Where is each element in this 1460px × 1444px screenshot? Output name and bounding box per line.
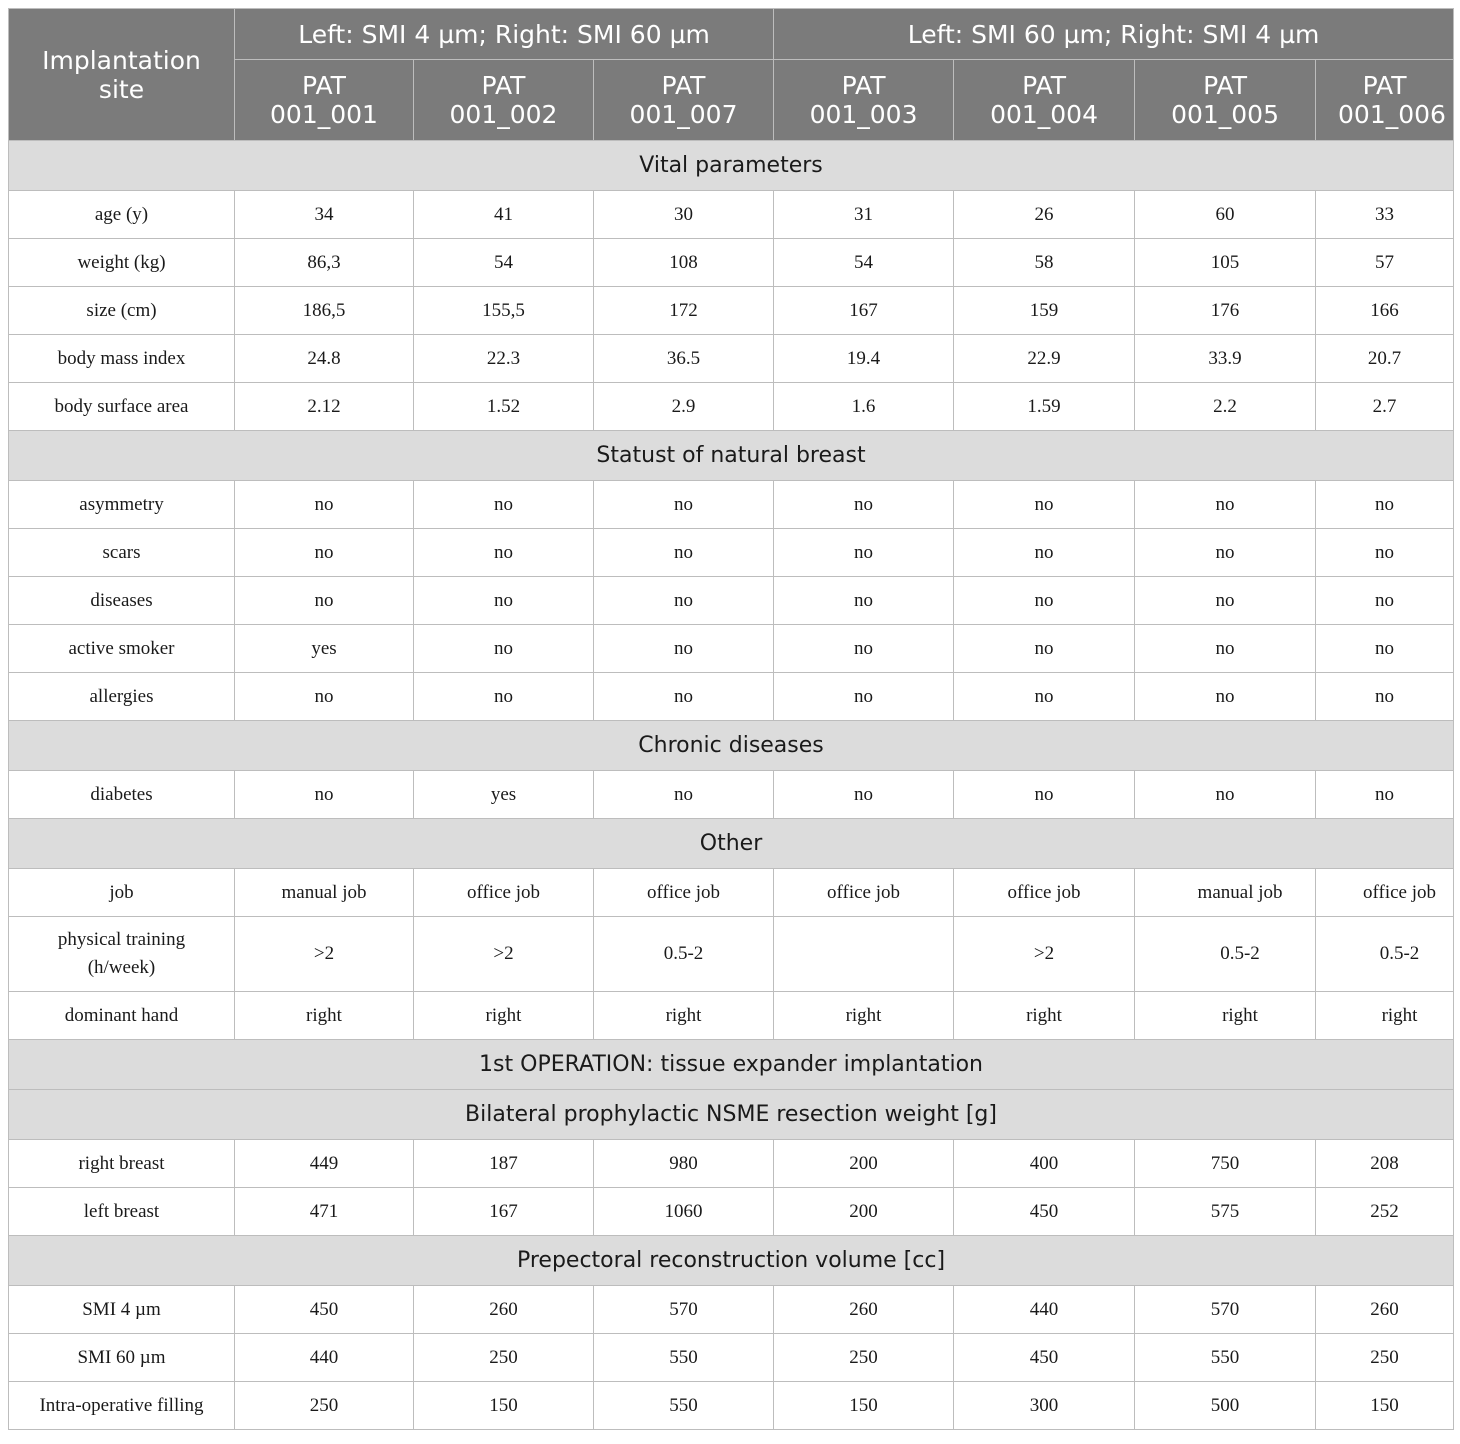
table-cell: 450 xyxy=(235,1286,414,1334)
table-row xyxy=(9,992,1454,1040)
table-cell: 550 xyxy=(594,1334,774,1382)
table-cell: >2 xyxy=(954,917,1135,992)
table-cell: 750 xyxy=(1135,1140,1316,1188)
table-cell: 2.7 xyxy=(1316,383,1454,431)
table-cell: 54 xyxy=(414,239,594,287)
table-cell: 34 xyxy=(235,191,414,239)
table-cell: no xyxy=(954,673,1135,721)
table-cell: no xyxy=(594,577,774,625)
table-cell: no xyxy=(414,529,594,577)
table-cell: no xyxy=(235,771,414,819)
row-label: active smoker xyxy=(9,625,235,673)
patient-header: PAT 001_005 xyxy=(1135,60,1316,141)
table-cell: 186,5 xyxy=(235,287,414,335)
section-header-row xyxy=(9,1090,1454,1140)
table-cell: 155,5 xyxy=(414,287,594,335)
table-cell: no xyxy=(954,577,1135,625)
table-row xyxy=(9,1140,1454,1188)
table-row xyxy=(9,1334,1454,1382)
patient-header: PAT 001_002 xyxy=(414,60,594,141)
table-cell: 200 xyxy=(774,1188,954,1236)
table-cell: 187 xyxy=(414,1140,594,1188)
table-cell: no xyxy=(1316,577,1454,625)
table-row xyxy=(9,869,1454,917)
row-label: physical training (h/week) xyxy=(9,917,235,992)
table-cell: no xyxy=(774,625,954,673)
table-row xyxy=(9,771,1454,819)
table-cell: no xyxy=(1316,625,1454,673)
table-cell: 19.4 xyxy=(774,335,954,383)
table-cell: 550 xyxy=(594,1382,774,1430)
patient-header: PAT 001_003 xyxy=(774,60,954,141)
table-row xyxy=(9,287,1454,335)
table-cell: 166 xyxy=(1316,287,1454,335)
row-label: body mass index xyxy=(9,335,235,383)
table-cell: 159 xyxy=(954,287,1135,335)
table-cell: no xyxy=(235,481,414,529)
table-cell: right xyxy=(1316,992,1454,1040)
table-cell: 86,3 xyxy=(235,239,414,287)
table-cell: 33 xyxy=(1316,191,1454,239)
table-cell: no xyxy=(774,673,954,721)
table-cell: 575 xyxy=(1135,1188,1316,1236)
table-cell: no xyxy=(594,529,774,577)
table-cell: no xyxy=(1135,673,1316,721)
table-row xyxy=(9,577,1454,625)
table-cell: no xyxy=(774,529,954,577)
table-cell: 0.5-2 xyxy=(1135,917,1316,992)
table-cell: office job xyxy=(774,869,954,917)
table-row xyxy=(9,1188,1454,1236)
table-cell: no xyxy=(1135,529,1316,577)
table-cell: 250 xyxy=(414,1334,594,1382)
table-cell: 1.6 xyxy=(774,383,954,431)
row-label: diabetes xyxy=(9,771,235,819)
table-cell: 1.52 xyxy=(414,383,594,431)
table-cell: 1.59 xyxy=(954,383,1135,431)
row-label: Intra-operative filling xyxy=(9,1382,235,1430)
table-cell: no xyxy=(594,481,774,529)
table-cell: no xyxy=(414,481,594,529)
table-cell: office job xyxy=(414,869,594,917)
table-cell: 1060 xyxy=(594,1188,774,1236)
table-cell xyxy=(774,917,954,992)
table-cell: 22.3 xyxy=(414,335,594,383)
table-cell: 260 xyxy=(414,1286,594,1334)
table-cell: manual job xyxy=(235,869,414,917)
table-cell: no xyxy=(954,529,1135,577)
section-title: Prepectoral reconstruction volume [cc] xyxy=(9,1236,1454,1286)
table-cell: 260 xyxy=(774,1286,954,1334)
table-cell: 167 xyxy=(414,1188,594,1236)
table-cell: 250 xyxy=(1316,1334,1454,1382)
table-cell: 570 xyxy=(594,1286,774,1334)
table-cell: 450 xyxy=(954,1188,1135,1236)
table-cell: 400 xyxy=(954,1140,1135,1188)
table-cell: no xyxy=(235,577,414,625)
table-cell: 105 xyxy=(1135,239,1316,287)
table-row xyxy=(9,1286,1454,1334)
row-label: left breast xyxy=(9,1188,235,1236)
table-cell: 176 xyxy=(1135,287,1316,335)
table-row xyxy=(9,335,1454,383)
table-cell: no xyxy=(1316,481,1454,529)
table-cell: 2.12 xyxy=(235,383,414,431)
table-cell: yes xyxy=(414,771,594,819)
table-cell: no xyxy=(954,625,1135,673)
row-label: asymmetry xyxy=(9,481,235,529)
table-cell: office job xyxy=(594,869,774,917)
table-cell: 260 xyxy=(1316,1286,1454,1334)
row-label: diseases xyxy=(9,577,235,625)
patient-header: PAT 001_001 xyxy=(235,60,414,141)
table-cell: no xyxy=(414,673,594,721)
row-label: SMI 60 µm xyxy=(9,1334,235,1382)
table-cell: 440 xyxy=(954,1286,1135,1334)
table-cell: 450 xyxy=(954,1334,1135,1382)
table-cell: 0.5-2 xyxy=(594,917,774,992)
group-a-header: Left: SMI 4 µm; Right: SMI 60 µm xyxy=(235,9,774,60)
table-cell: right xyxy=(954,992,1135,1040)
row-label: age (y) xyxy=(9,191,235,239)
table-cell: 440 xyxy=(235,1334,414,1382)
table-row xyxy=(9,1382,1454,1430)
table-cell: no xyxy=(1135,625,1316,673)
section-title: Bilateral prophylactic NSME resection weight [g] xyxy=(9,1090,1454,1140)
table-body xyxy=(9,141,1454,1430)
section-title: 1st OPERATION: tissue expander implantation xyxy=(9,1040,1454,1090)
row-label: SMI 4 µm xyxy=(9,1286,235,1334)
table-cell: 172 xyxy=(594,287,774,335)
table-cell: 108 xyxy=(594,239,774,287)
patient-header: PAT 001_006 xyxy=(1316,60,1454,141)
table-cell: right xyxy=(594,992,774,1040)
table-row xyxy=(9,673,1454,721)
table-cell: no xyxy=(774,577,954,625)
table-cell: no xyxy=(1316,529,1454,577)
table-cell: no xyxy=(1135,481,1316,529)
table-cell: 150 xyxy=(774,1382,954,1430)
section-title: Chronic diseases xyxy=(9,721,1454,771)
table-row xyxy=(9,383,1454,431)
table-cell: 150 xyxy=(414,1382,594,1430)
row-label: scars xyxy=(9,529,235,577)
row-label: weight (kg) xyxy=(9,239,235,287)
table-cell: 58 xyxy=(954,239,1135,287)
table-cell: right xyxy=(235,992,414,1040)
implantation-site-header: Implantation site xyxy=(9,9,235,141)
table-cell: no xyxy=(1135,771,1316,819)
table-cell: 0.5-2 xyxy=(1316,917,1454,992)
table-cell: no xyxy=(774,771,954,819)
row-label: right breast xyxy=(9,1140,235,1188)
table-cell: 252 xyxy=(1316,1188,1454,1236)
row-label: dominant hand xyxy=(9,992,235,1040)
table-cell: no xyxy=(774,481,954,529)
table-cell: 30 xyxy=(594,191,774,239)
table-cell: office job xyxy=(1316,869,1454,917)
table-cell: manual job xyxy=(1135,869,1316,917)
table-cell: no xyxy=(594,673,774,721)
patient-characteristics-table xyxy=(8,8,1454,1430)
row-label: allergies xyxy=(9,673,235,721)
table-row xyxy=(9,625,1454,673)
section-title: Vital parameters xyxy=(9,141,1454,191)
table-cell: 31 xyxy=(774,191,954,239)
section-title: Other xyxy=(9,819,1454,869)
table-cell: 41 xyxy=(414,191,594,239)
section-header-row xyxy=(9,141,1454,191)
table-cell: 167 xyxy=(774,287,954,335)
section-header-row xyxy=(9,1236,1454,1286)
table-row xyxy=(9,481,1454,529)
table-cell: no xyxy=(594,625,774,673)
table-cell: yes xyxy=(235,625,414,673)
table-cell: >2 xyxy=(235,917,414,992)
table-cell: 570 xyxy=(1135,1286,1316,1334)
table-cell: 208 xyxy=(1316,1140,1454,1188)
section-header-row xyxy=(9,1040,1454,1090)
table-row xyxy=(9,191,1454,239)
table-cell: 500 xyxy=(1135,1382,1316,1430)
table-cell: 57 xyxy=(1316,239,1454,287)
table-cell: 200 xyxy=(774,1140,954,1188)
table-cell: 33.9 xyxy=(1135,335,1316,383)
table-cell: 60 xyxy=(1135,191,1316,239)
row-label: body surface area xyxy=(9,383,235,431)
row-label: job xyxy=(9,869,235,917)
table-cell: office job xyxy=(954,869,1135,917)
section-header-row xyxy=(9,431,1454,481)
table-cell: no xyxy=(414,625,594,673)
table-cell: no xyxy=(235,529,414,577)
table-cell: right xyxy=(1135,992,1316,1040)
table-cell: 2.2 xyxy=(1135,383,1316,431)
table-cell: 471 xyxy=(235,1188,414,1236)
section-title: Statust of natural breast xyxy=(9,431,1454,481)
table-cell: 250 xyxy=(774,1334,954,1382)
table-cell: no xyxy=(594,771,774,819)
group-b-header: Left: SMI 60 µm; Right: SMI 4 µm xyxy=(774,9,1454,60)
table-row xyxy=(9,529,1454,577)
table-cell: no xyxy=(235,673,414,721)
table-cell: no xyxy=(414,577,594,625)
table-cell: 300 xyxy=(954,1382,1135,1430)
row-label: size (cm) xyxy=(9,287,235,335)
table-cell: 54 xyxy=(774,239,954,287)
table-cell: >2 xyxy=(414,917,594,992)
table-cell: 449 xyxy=(235,1140,414,1188)
table-row xyxy=(9,239,1454,287)
section-header-row xyxy=(9,721,1454,771)
table-cell: no xyxy=(1316,771,1454,819)
table-cell: 550 xyxy=(1135,1334,1316,1382)
table-row xyxy=(9,917,1454,992)
table-cell: no xyxy=(1135,577,1316,625)
table-cell: 2.9 xyxy=(594,383,774,431)
table-cell: no xyxy=(954,481,1135,529)
table-cell: 150 xyxy=(1316,1382,1454,1430)
patient-header: PAT 001_004 xyxy=(954,60,1135,141)
table-cell: 26 xyxy=(954,191,1135,239)
table-cell: no xyxy=(954,771,1135,819)
table-cell: right xyxy=(414,992,594,1040)
table-cell: right xyxy=(774,992,954,1040)
section-header-row xyxy=(9,819,1454,869)
table-cell: 20.7 xyxy=(1316,335,1454,383)
table-cell: 36.5 xyxy=(594,335,774,383)
patient-header: PAT 001_007 xyxy=(594,60,774,141)
table-cell: 24.8 xyxy=(235,335,414,383)
group-header-row xyxy=(9,9,1454,60)
table-cell: 980 xyxy=(594,1140,774,1188)
table-cell: 250 xyxy=(235,1382,414,1430)
table-cell: 22.9 xyxy=(954,335,1135,383)
table-cell: no xyxy=(1316,673,1454,721)
